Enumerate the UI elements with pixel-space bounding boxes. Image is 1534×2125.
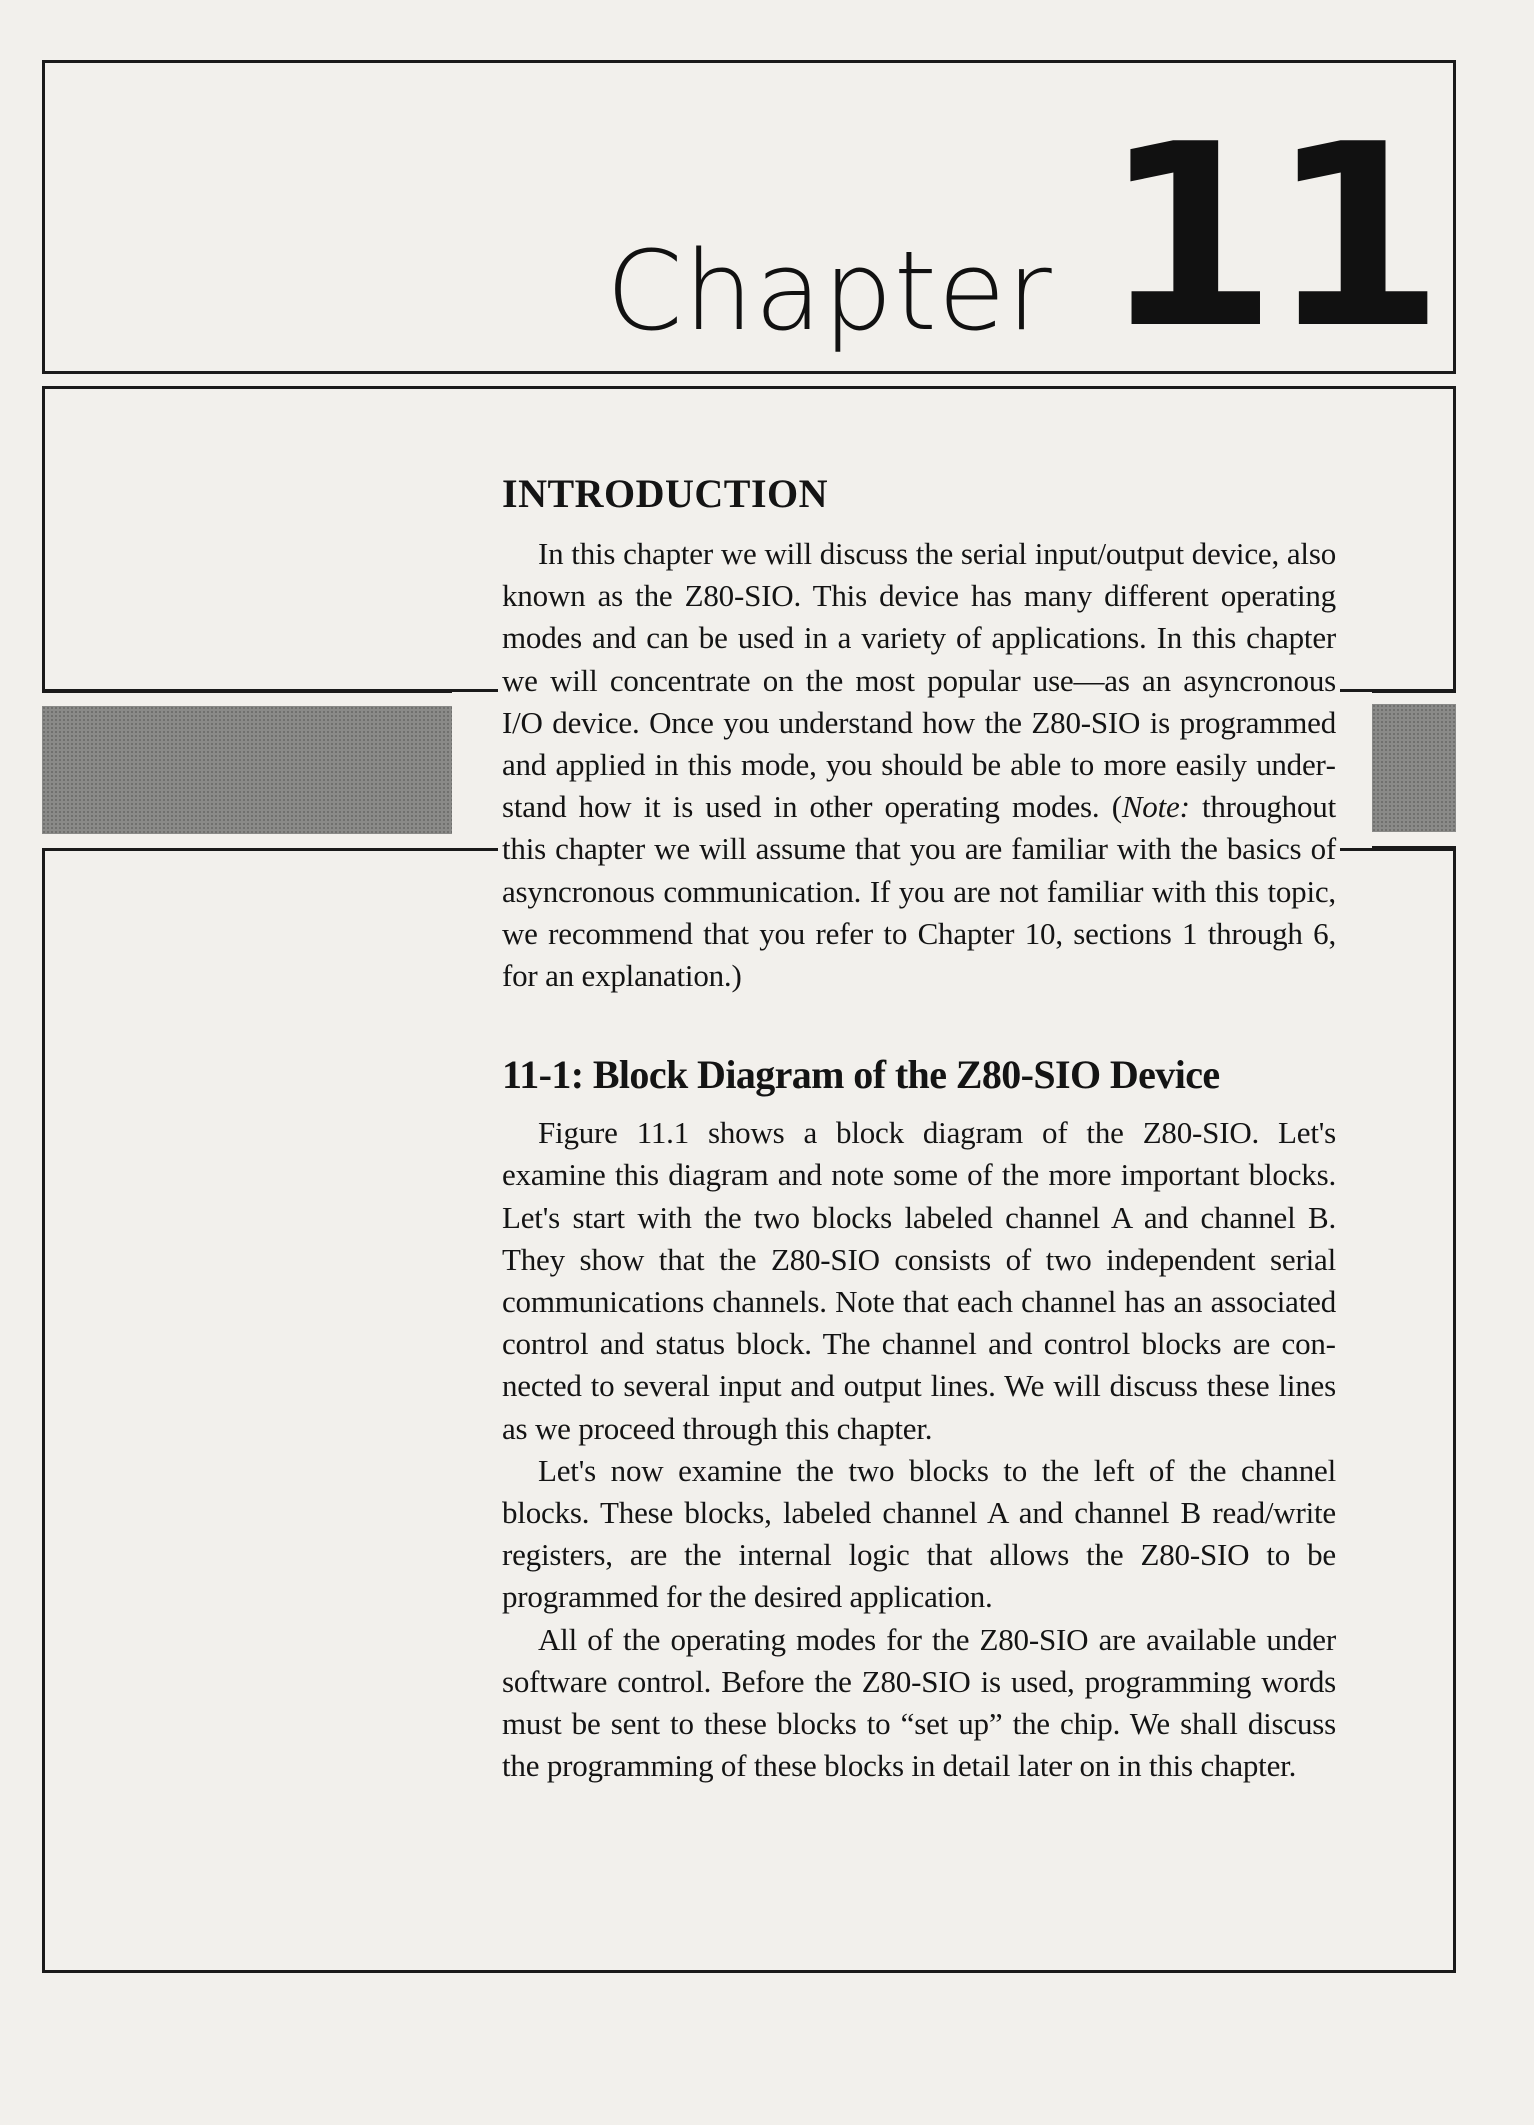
section-paragraph-3: All of the operating modes for the Z80-SIO are available under software control. Before the Z80-SIO is used, programming words must be sent to these blocks to “set up” the chip. We shall discuss the programming of these blocks in detail later on in this chapter.	[502, 1621, 1336, 1784]
intro-text-part2: throughout this chapter we will assume that you are familiar with the basics of asyncronous communication. If you are not familiar with this topic, we recommend that you refer to Chapter 10, sections 1 through 6, for an explanation.)	[502, 789, 1336, 994]
right-bar-bottom-rule	[1372, 846, 1456, 849]
introduction-paragraph	[502, 533, 1336, 997]
left-bar-top-rule	[42, 690, 452, 693]
section-paragraph-2: Let's now examine the two blocks to the left of the channel blocks. These blocks, labeled channel A and channel B read/write registers, are the internal logic that allows the Z80-SIO to be programmed for the desired application.	[502, 1452, 1336, 1615]
right-gray-bar	[1372, 704, 1456, 832]
introduction-heading: INTRODUCTION	[502, 471, 829, 516]
intro-text-part1: In this chapter we will discuss the serial input/output device, also known as the Z80-SIO. This device has many different operating modes and can be used in a variety of applications. In this chapter we will concentrate on the most popular use—as an asyncronous I/O device. Once you understand how the Z80-SIO is programmed and applied in this mode, you should be able to more easily understand how it is used in other operating modes. (	[502, 536, 1336, 825]
note-label: Note:	[1121, 789, 1190, 825]
right-bar-top-rule	[1372, 690, 1456, 693]
section-heading: 11-1: Block Diagram of the Z80-SIO Device	[502, 1052, 1220, 1098]
chapter-label: Chapter	[606, 227, 1053, 355]
left-gray-bar	[42, 706, 452, 834]
chapter-number: 11	[1102, 91, 1437, 384]
text-column	[498, 470, 1340, 1787]
left-bar-bottom-rule	[42, 848, 452, 851]
section-paragraph-1: Figure 11.1 shows a block diagram of the Z80-SIO. Let's examine this diagram and note some of the more important blocks. Let's start with the two blocks labeled channel A and channel B. They show that the Z80-SIO consists of two independent serial communications channels. Note that each channel has an associated control and status block. The channel and control blocks are connected to several input and output lines. We will discuss these lines as we proceed through this chapter.	[502, 1115, 1336, 1446]
